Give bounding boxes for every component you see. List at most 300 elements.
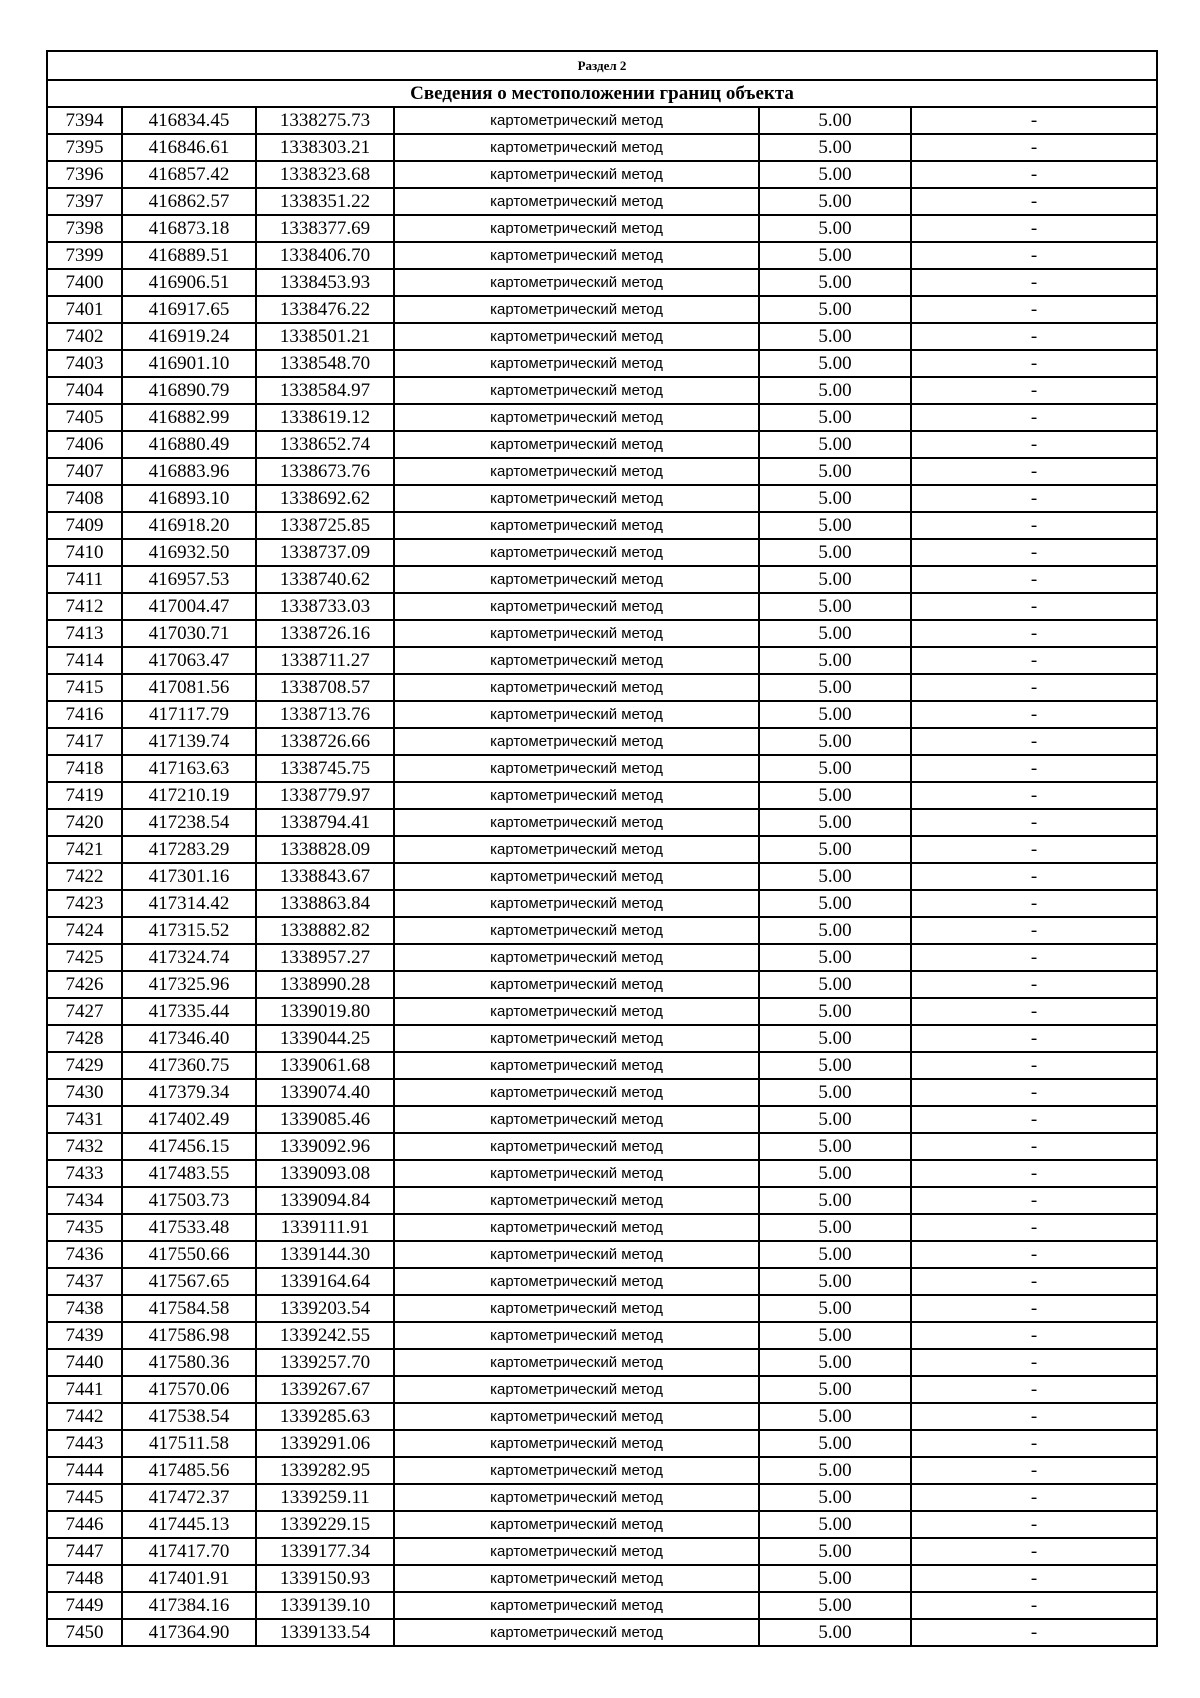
accuracy-cell: 5.00 — [759, 998, 911, 1025]
coord-x-cell: 417485.56 — [122, 1457, 256, 1484]
point-number-cell: 7423 — [47, 890, 122, 917]
coord-y-cell: 1338673.76 — [256, 458, 394, 485]
description-cell: - — [911, 1079, 1157, 1106]
accuracy-cell: 5.00 — [759, 728, 911, 755]
coord-y-cell: 1339267.67 — [256, 1376, 394, 1403]
table-row — [47, 620, 1157, 647]
method-cell: картометрический метод — [394, 782, 759, 809]
coord-x-cell: 417117.79 — [122, 701, 256, 728]
method-cell: картометрический метод — [394, 296, 759, 323]
coord-y-cell: 1338692.62 — [256, 485, 394, 512]
table-row — [47, 485, 1157, 512]
accuracy-cell: 5.00 — [759, 350, 911, 377]
description-cell: - — [911, 1538, 1157, 1565]
coord-y-cell: 1338501.21 — [256, 323, 394, 350]
coord-x-cell: 417580.36 — [122, 1349, 256, 1376]
table-row — [47, 809, 1157, 836]
table-row — [47, 1565, 1157, 1592]
coord-x-cell: 417004.47 — [122, 593, 256, 620]
accuracy-cell: 5.00 — [759, 431, 911, 458]
method-cell: картометрический метод — [394, 1511, 759, 1538]
table-row — [47, 917, 1157, 944]
description-cell: - — [911, 1160, 1157, 1187]
description-cell: - — [911, 1322, 1157, 1349]
method-cell: картометрический метод — [394, 674, 759, 701]
description-cell: - — [911, 593, 1157, 620]
description-cell: - — [911, 404, 1157, 431]
method-cell: картометрический метод — [394, 323, 759, 350]
accuracy-cell: 5.00 — [759, 458, 911, 485]
method-cell: картометрический метод — [394, 188, 759, 215]
coord-y-cell: 1339229.15 — [256, 1511, 394, 1538]
point-number-cell: 7406 — [47, 431, 122, 458]
table-row — [47, 755, 1157, 782]
method-cell: картометрический метод — [394, 1214, 759, 1241]
accuracy-cell: 5.00 — [759, 1106, 911, 1133]
coord-y-cell: 1338882.82 — [256, 917, 394, 944]
accuracy-cell: 5.00 — [759, 647, 911, 674]
description-cell: - — [911, 296, 1157, 323]
coord-y-cell: 1338794.41 — [256, 809, 394, 836]
description-cell: - — [911, 242, 1157, 269]
description-cell: - — [911, 1133, 1157, 1160]
accuracy-cell: 5.00 — [759, 836, 911, 863]
accuracy-cell: 5.00 — [759, 1538, 911, 1565]
description-cell: - — [911, 782, 1157, 809]
method-cell: картометрический метод — [394, 1484, 759, 1511]
coord-y-cell: 1338711.27 — [256, 647, 394, 674]
method-cell: картометрический метод — [394, 458, 759, 485]
point-number-cell: 7410 — [47, 539, 122, 566]
accuracy-cell: 5.00 — [759, 1052, 911, 1079]
method-cell: картометрический метод — [394, 728, 759, 755]
method-cell: картометрический метод — [394, 1133, 759, 1160]
description-cell: - — [911, 161, 1157, 188]
method-cell: картометрический метод — [394, 620, 759, 647]
table-row — [47, 1511, 1157, 1538]
coord-y-cell: 1338737.09 — [256, 539, 394, 566]
coord-y-cell: 1339203.54 — [256, 1295, 394, 1322]
table-row — [47, 1187, 1157, 1214]
method-cell: картометрический метод — [394, 701, 759, 728]
coord-y-cell: 1338863.84 — [256, 890, 394, 917]
description-cell: - — [911, 1457, 1157, 1484]
point-number-cell: 7402 — [47, 323, 122, 350]
method-cell: картометрический метод — [394, 998, 759, 1025]
accuracy-cell: 5.00 — [759, 917, 911, 944]
coord-y-cell: 1339085.46 — [256, 1106, 394, 1133]
coord-y-cell: 1338725.85 — [256, 512, 394, 539]
coord-y-cell: 1338726.16 — [256, 620, 394, 647]
method-cell: картометрический метод — [394, 107, 759, 134]
coord-x-cell: 417283.29 — [122, 836, 256, 863]
coord-x-cell: 417346.40 — [122, 1025, 256, 1052]
coord-x-cell: 417511.58 — [122, 1430, 256, 1457]
accuracy-cell: 5.00 — [759, 971, 911, 998]
description-cell: - — [911, 1025, 1157, 1052]
coord-x-cell: 416857.42 — [122, 161, 256, 188]
point-number-cell: 7450 — [47, 1619, 122, 1646]
table-row — [47, 728, 1157, 755]
coord-x-cell: 417324.74 — [122, 944, 256, 971]
point-number-cell: 7419 — [47, 782, 122, 809]
point-number-cell: 7421 — [47, 836, 122, 863]
description-cell: - — [911, 944, 1157, 971]
description-cell: - — [911, 188, 1157, 215]
table-row — [47, 998, 1157, 1025]
coord-x-cell: 416882.99 — [122, 404, 256, 431]
method-cell: картометрический метод — [394, 215, 759, 242]
accuracy-cell: 5.00 — [759, 1619, 911, 1646]
coord-y-cell: 1339164.64 — [256, 1268, 394, 1295]
coord-x-cell: 417314.42 — [122, 890, 256, 917]
description-cell: - — [911, 134, 1157, 161]
coord-y-cell: 1338708.57 — [256, 674, 394, 701]
coord-y-cell: 1338957.27 — [256, 944, 394, 971]
coord-x-cell: 417301.16 — [122, 863, 256, 890]
point-number-cell: 7434 — [47, 1187, 122, 1214]
method-cell: картометрический метод — [394, 1160, 759, 1187]
point-number-cell: 7414 — [47, 647, 122, 674]
table-row — [47, 890, 1157, 917]
point-number-cell: 7409 — [47, 512, 122, 539]
method-cell: картометрический метод — [394, 593, 759, 620]
table-row — [47, 674, 1157, 701]
description-cell: - — [911, 1592, 1157, 1619]
description-cell: - — [911, 539, 1157, 566]
point-number-cell: 7432 — [47, 1133, 122, 1160]
accuracy-cell: 5.00 — [759, 1295, 911, 1322]
accuracy-cell: 5.00 — [759, 863, 911, 890]
coord-y-cell: 1339019.80 — [256, 998, 394, 1025]
method-cell: картометрический метод — [394, 269, 759, 296]
coord-x-cell: 417335.44 — [122, 998, 256, 1025]
method-cell: картометрический метод — [394, 1349, 759, 1376]
point-number-cell: 7408 — [47, 485, 122, 512]
coord-x-cell: 417384.16 — [122, 1592, 256, 1619]
table-row — [47, 593, 1157, 620]
point-number-cell: 7429 — [47, 1052, 122, 1079]
point-number-cell: 7442 — [47, 1403, 122, 1430]
table-row — [47, 377, 1157, 404]
description-cell: - — [911, 431, 1157, 458]
table-row — [47, 701, 1157, 728]
table-row — [47, 458, 1157, 485]
table-body — [47, 51, 1157, 1646]
coord-x-cell: 417139.74 — [122, 728, 256, 755]
section-label: Раздел 2 — [47, 51, 1157, 80]
table-row — [47, 1052, 1157, 1079]
point-number-cell: 7416 — [47, 701, 122, 728]
description-cell: - — [911, 215, 1157, 242]
coord-y-cell: 1338740.62 — [256, 566, 394, 593]
coord-x-cell: 417584.58 — [122, 1295, 256, 1322]
description-cell: - — [911, 1619, 1157, 1646]
description-cell: - — [911, 107, 1157, 134]
description-cell: - — [911, 1214, 1157, 1241]
point-number-cell: 7443 — [47, 1430, 122, 1457]
accuracy-cell: 5.00 — [759, 512, 911, 539]
accuracy-cell: 5.00 — [759, 755, 911, 782]
description-cell: - — [911, 1187, 1157, 1214]
accuracy-cell: 5.00 — [759, 215, 911, 242]
description-cell: - — [911, 458, 1157, 485]
description-cell: - — [911, 674, 1157, 701]
table-row — [47, 242, 1157, 269]
description-cell: - — [911, 1241, 1157, 1268]
table-row — [47, 782, 1157, 809]
point-number-cell: 7447 — [47, 1538, 122, 1565]
point-number-cell: 7425 — [47, 944, 122, 971]
method-cell: картометрический метод — [394, 134, 759, 161]
point-number-cell: 7428 — [47, 1025, 122, 1052]
method-cell: картометрический метод — [394, 350, 759, 377]
method-cell: картометрический метод — [394, 566, 759, 593]
coord-y-cell: 1338619.12 — [256, 404, 394, 431]
coord-x-cell: 416918.20 — [122, 512, 256, 539]
coord-x-cell: 416890.79 — [122, 377, 256, 404]
point-number-cell: 7403 — [47, 350, 122, 377]
coord-x-cell: 417063.47 — [122, 647, 256, 674]
coord-y-cell: 1339282.95 — [256, 1457, 394, 1484]
method-cell: картометрический метод — [394, 863, 759, 890]
accuracy-cell: 5.00 — [759, 1268, 911, 1295]
description-cell: - — [911, 512, 1157, 539]
coord-y-cell: 1338323.68 — [256, 161, 394, 188]
coord-x-cell: 416901.10 — [122, 350, 256, 377]
method-cell: картометрический метод — [394, 1052, 759, 1079]
coord-y-cell: 1338733.03 — [256, 593, 394, 620]
coord-x-cell: 417533.48 — [122, 1214, 256, 1241]
table-row — [47, 404, 1157, 431]
point-number-cell: 7397 — [47, 188, 122, 215]
point-number-cell: 7444 — [47, 1457, 122, 1484]
coord-x-cell: 417401.91 — [122, 1565, 256, 1592]
coord-y-cell: 1339150.93 — [256, 1565, 394, 1592]
table-row — [47, 566, 1157, 593]
point-number-cell: 7426 — [47, 971, 122, 998]
coord-y-cell: 1338584.97 — [256, 377, 394, 404]
accuracy-cell: 5.00 — [759, 1457, 911, 1484]
point-number-cell: 7427 — [47, 998, 122, 1025]
method-cell: картометрический метод — [394, 836, 759, 863]
description-cell: - — [911, 269, 1157, 296]
coord-y-cell: 1338745.75 — [256, 755, 394, 782]
table-row — [47, 971, 1157, 998]
coord-x-cell: 417315.52 — [122, 917, 256, 944]
table-row — [47, 1322, 1157, 1349]
method-cell: картометрический метод — [394, 971, 759, 998]
coord-y-cell: 1338779.97 — [256, 782, 394, 809]
accuracy-cell: 5.00 — [759, 1322, 911, 1349]
point-number-cell: 7438 — [47, 1295, 122, 1322]
coord-x-cell: 416883.96 — [122, 458, 256, 485]
coord-y-cell: 1338652.74 — [256, 431, 394, 458]
table-row — [47, 1133, 1157, 1160]
method-cell: картометрический метод — [394, 1376, 759, 1403]
accuracy-cell: 5.00 — [759, 701, 911, 728]
point-number-cell: 7411 — [47, 566, 122, 593]
description-cell: - — [911, 1052, 1157, 1079]
point-number-cell: 7431 — [47, 1106, 122, 1133]
description-cell: - — [911, 998, 1157, 1025]
method-cell: картометрический метод — [394, 161, 759, 188]
description-cell: - — [911, 485, 1157, 512]
description-cell: - — [911, 1403, 1157, 1430]
coord-x-cell: 417325.96 — [122, 971, 256, 998]
method-cell: картометрический метод — [394, 647, 759, 674]
accuracy-cell: 5.00 — [759, 188, 911, 215]
table-row — [47, 1457, 1157, 1484]
coord-x-cell: 417081.56 — [122, 674, 256, 701]
accuracy-cell: 5.00 — [759, 323, 911, 350]
point-number-cell: 7413 — [47, 620, 122, 647]
accuracy-cell: 5.00 — [759, 890, 911, 917]
description-cell: - — [911, 728, 1157, 755]
coord-x-cell: 417402.49 — [122, 1106, 256, 1133]
method-cell: картометрический метод — [394, 1268, 759, 1295]
coord-y-cell: 1339285.63 — [256, 1403, 394, 1430]
coord-x-cell: 417570.06 — [122, 1376, 256, 1403]
boundary-coordinates-table — [46, 50, 1158, 1647]
method-cell: картометрический метод — [394, 1295, 759, 1322]
accuracy-cell: 5.00 — [759, 1160, 911, 1187]
point-number-cell: 7440 — [47, 1349, 122, 1376]
accuracy-cell: 5.00 — [759, 269, 911, 296]
description-cell: - — [911, 350, 1157, 377]
accuracy-cell: 5.00 — [759, 674, 911, 701]
description-cell: - — [911, 701, 1157, 728]
accuracy-cell: 5.00 — [759, 1187, 911, 1214]
description-cell: - — [911, 1484, 1157, 1511]
table-row — [47, 1214, 1157, 1241]
accuracy-cell: 5.00 — [759, 107, 911, 134]
table-row — [47, 1484, 1157, 1511]
description-cell: - — [911, 377, 1157, 404]
description-cell: - — [911, 1295, 1157, 1322]
table-row — [47, 1538, 1157, 1565]
description-cell: - — [911, 917, 1157, 944]
coord-x-cell: 416862.57 — [122, 188, 256, 215]
table-row — [47, 1349, 1157, 1376]
coord-y-cell: 1339133.54 — [256, 1619, 394, 1646]
coord-y-cell: 1338990.28 — [256, 971, 394, 998]
method-cell: картометрический метод — [394, 1403, 759, 1430]
table-row — [47, 944, 1157, 971]
coord-x-cell: 417210.19 — [122, 782, 256, 809]
point-number-cell: 7418 — [47, 755, 122, 782]
coord-y-cell: 1339074.40 — [256, 1079, 394, 1106]
table-row — [47, 1295, 1157, 1322]
coord-x-cell: 416846.61 — [122, 134, 256, 161]
point-number-cell: 7415 — [47, 674, 122, 701]
coord-y-cell: 1338843.67 — [256, 863, 394, 890]
point-number-cell: 7399 — [47, 242, 122, 269]
accuracy-cell: 5.00 — [759, 1079, 911, 1106]
table-row — [47, 269, 1157, 296]
accuracy-cell: 5.00 — [759, 134, 911, 161]
description-cell: - — [911, 566, 1157, 593]
coord-x-cell: 416880.49 — [122, 431, 256, 458]
description-cell: - — [911, 647, 1157, 674]
method-cell: картометрический метод — [394, 1322, 759, 1349]
point-number-cell: 7404 — [47, 377, 122, 404]
description-cell: - — [911, 890, 1157, 917]
table-row — [47, 1160, 1157, 1187]
accuracy-cell: 5.00 — [759, 1430, 911, 1457]
point-number-cell: 7395 — [47, 134, 122, 161]
point-number-cell: 7430 — [47, 1079, 122, 1106]
table-row — [47, 134, 1157, 161]
table-row — [47, 1430, 1157, 1457]
accuracy-cell: 5.00 — [759, 1025, 911, 1052]
point-number-cell: 7412 — [47, 593, 122, 620]
coord-y-cell: 1339177.34 — [256, 1538, 394, 1565]
table-title: Сведения о местоположении границ объекта — [47, 80, 1157, 107]
coord-x-cell: 416834.45 — [122, 107, 256, 134]
method-cell: картометрический метод — [394, 512, 759, 539]
point-number-cell: 7407 — [47, 458, 122, 485]
coord-y-cell: 1338726.66 — [256, 728, 394, 755]
table-row — [47, 431, 1157, 458]
point-number-cell: 7448 — [47, 1565, 122, 1592]
point-number-cell: 7405 — [47, 404, 122, 431]
table-row — [47, 107, 1157, 134]
coord-x-cell: 417163.63 — [122, 755, 256, 782]
coord-y-cell: 1339093.08 — [256, 1160, 394, 1187]
table-row — [47, 1106, 1157, 1133]
method-cell: картометрический метод — [394, 809, 759, 836]
description-cell: - — [911, 1106, 1157, 1133]
accuracy-cell: 5.00 — [759, 242, 911, 269]
table-row — [47, 323, 1157, 350]
coord-x-cell: 417364.90 — [122, 1619, 256, 1646]
accuracy-cell: 5.00 — [759, 1403, 911, 1430]
description-cell: - — [911, 1268, 1157, 1295]
method-cell: картометрический метод — [394, 1241, 759, 1268]
table-row — [47, 350, 1157, 377]
table-row — [47, 1268, 1157, 1295]
table-row — [47, 539, 1157, 566]
coord-x-cell: 416932.50 — [122, 539, 256, 566]
coord-x-cell: 417030.71 — [122, 620, 256, 647]
description-cell: - — [911, 809, 1157, 836]
point-number-cell: 7417 — [47, 728, 122, 755]
accuracy-cell: 5.00 — [759, 1214, 911, 1241]
table-row — [47, 1376, 1157, 1403]
coord-x-cell: 417379.34 — [122, 1079, 256, 1106]
method-cell: картометрический метод — [394, 755, 759, 782]
table-row — [47, 863, 1157, 890]
method-cell: картометрический метод — [394, 1187, 759, 1214]
coord-y-cell: 1339257.70 — [256, 1349, 394, 1376]
table-row — [47, 1403, 1157, 1430]
method-cell: картометрический метод — [394, 1619, 759, 1646]
description-cell: - — [911, 836, 1157, 863]
method-cell: картометрический метод — [394, 1079, 759, 1106]
method-cell: картометрический метод — [394, 242, 759, 269]
method-cell: картометрический метод — [394, 917, 759, 944]
coord-y-cell: 1339094.84 — [256, 1187, 394, 1214]
accuracy-cell: 5.00 — [759, 296, 911, 323]
coord-y-cell: 1338476.22 — [256, 296, 394, 323]
coord-y-cell: 1339061.68 — [256, 1052, 394, 1079]
coord-x-cell: 417417.70 — [122, 1538, 256, 1565]
coord-x-cell: 416893.10 — [122, 485, 256, 512]
table-row — [47, 1025, 1157, 1052]
coord-x-cell: 417538.54 — [122, 1403, 256, 1430]
method-cell: картометрический метод — [394, 431, 759, 458]
